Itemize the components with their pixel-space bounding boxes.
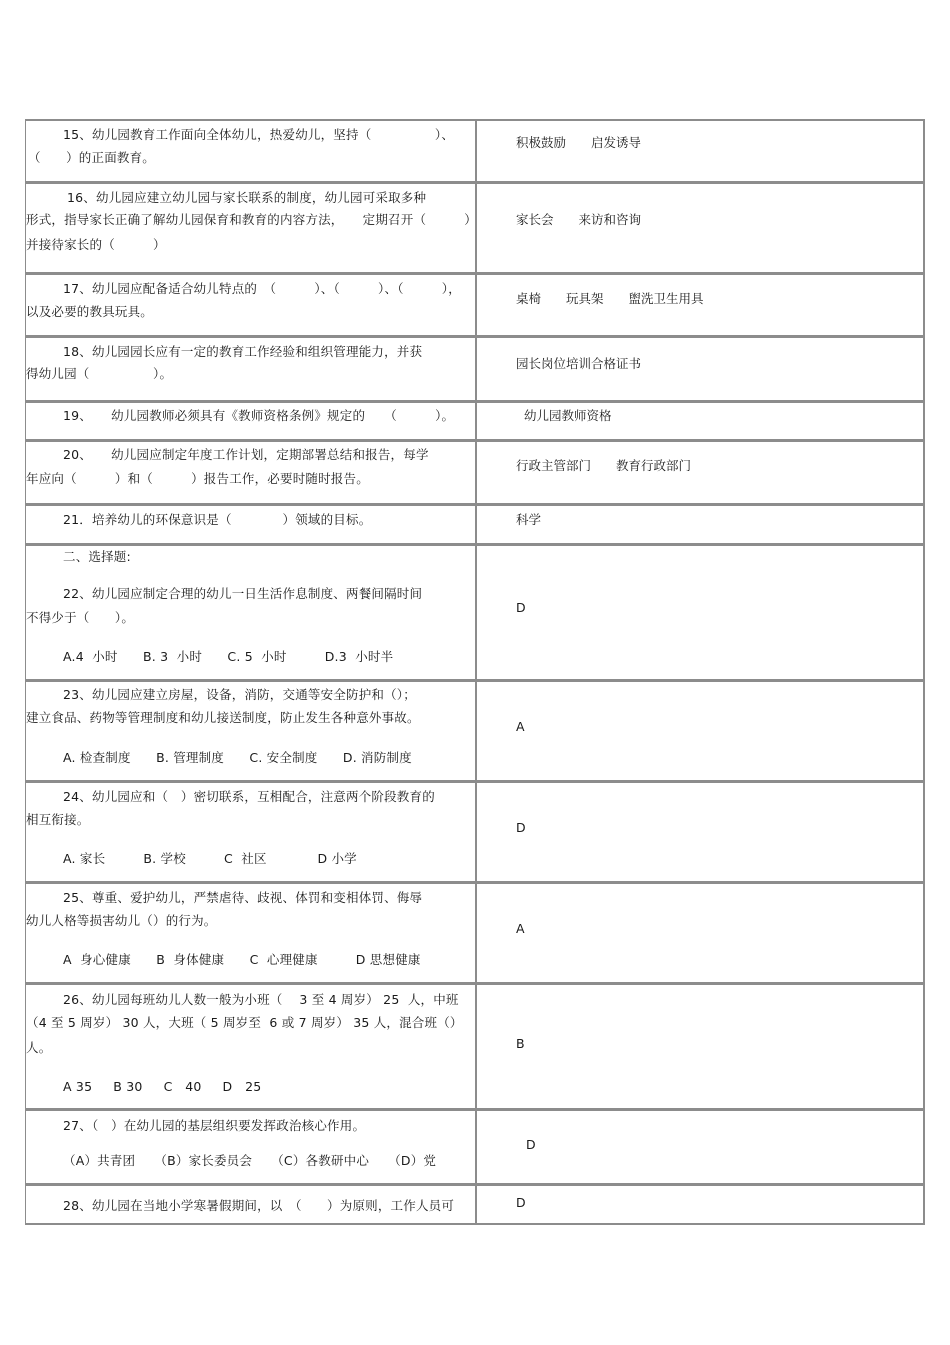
answer-cell: [475, 1109, 925, 1185]
table-row: [25, 440, 925, 505]
answer-text: 幼儿园教师资格: [524, 408, 612, 423]
answer-text: B: [516, 1036, 525, 1051]
answer-text: 科学: [516, 512, 542, 527]
answer-text: 家长会 来访和咨询: [516, 212, 642, 227]
question-cell: [25, 273, 475, 337]
answer-text: D: [516, 600, 526, 615]
question-cell: [25, 401, 475, 441]
question-line: 相互衔接。: [26, 812, 90, 827]
answer-cell: [475, 544, 925, 681]
answer-text: 园长岗位培训合格证书: [516, 356, 642, 371]
option-line: A. 检查制度 B. 管理制度 C. 安全制度 D. 消防制度: [63, 750, 412, 765]
question-line: 形式，指导家长正确了解幼儿园保育和教育的内容方法， 定期召开（ ）: [26, 212, 477, 227]
question-line: 建立食品、药物等管理制度和幼儿接送制度，防止发生各种意外事故。: [26, 710, 420, 725]
question-cell: [25, 983, 475, 1110]
answer-cell: [475, 983, 925, 1110]
option-line: A 身心健康 B 身体健康 C 心理健康 D 思想健康: [63, 952, 421, 967]
option-line: A. 家长 B. 学校 C 社区 D 小学: [63, 851, 357, 866]
answer-cell: [475, 401, 925, 441]
question-line: 20、 幼儿园应制定年度工作计划，定期部署总结和报告，每学: [63, 447, 429, 462]
question-cell: [25, 544, 475, 681]
question-line: 25、尊重、爱护幼儿，严禁虐待、歧视、体罚和变相体罚、侮辱: [63, 890, 423, 905]
option-line: A 35 B 30 C 40 D 25: [63, 1079, 262, 1094]
option-line: （A）共青团 （B）家长委员会 （C）各教研中心 （D）党: [63, 1153, 437, 1168]
question-line: 不得少于（ ）。: [26, 610, 135, 625]
answer-text: A: [516, 719, 525, 734]
question-line: 并接待家长的（ ）: [26, 237, 166, 252]
section-heading: 二、选择题:: [63, 549, 131, 564]
question-line: 26、幼儿园每班幼儿人数一般为小班（ 3 至 4 周岁） 25 人，中班: [63, 992, 459, 1007]
question-line: 23、幼儿园应建立房屋，设备，消防，交通等安全防护和（）；: [63, 687, 416, 702]
answer-cell: [475, 336, 925, 402]
answer-cell: [475, 680, 925, 782]
table-row: [25, 781, 925, 883]
question-line: 15、幼儿园教育工作面向全体幼儿，热爱幼儿，坚持（ ）、: [63, 127, 455, 142]
question-line: 19、 幼儿园教师必须具有《教师资格条例》规定的 （ ）。: [63, 408, 455, 423]
answer-cell: [475, 182, 925, 274]
table-row: [25, 182, 925, 274]
answer-text: D: [516, 1195, 526, 1210]
answer-cell: [475, 119, 925, 183]
question-cell: [25, 882, 475, 984]
answer-cell: [475, 1184, 925, 1225]
table-row: [25, 119, 925, 183]
question-line: 21．培养幼儿的环保意识是（ ）领域的目标。: [63, 512, 372, 527]
question-cell: [25, 504, 475, 545]
question-line: 17、幼儿园应配备适合幼儿特点的 （ ）、（ ）、（ ），: [63, 281, 461, 296]
question-line: 得幼儿园（ ）。: [26, 366, 173, 381]
option-line: A.4 小时 B. 3 小时 C. 5 小时 D.3 小时半: [63, 649, 394, 664]
table-row: [25, 544, 925, 681]
answer-text: A: [516, 921, 525, 936]
question-cell: [25, 781, 475, 883]
question-cell: [25, 440, 475, 505]
question-cell: [25, 680, 475, 782]
question-cell: [25, 119, 475, 183]
question-line: 28、幼儿园在当地小学寒暑假期间，以 （ ）为原则，工作人员可: [63, 1198, 455, 1213]
question-line: 18、幼儿园园长应有一定的教育工作经验和组织管理能力，并获: [63, 344, 423, 359]
answer-text: 积极鼓励 启发诱导: [516, 135, 642, 150]
question-line: 24、幼儿园应和（ ）密切联系，互相配合，注意两个阶段教育的: [63, 789, 435, 804]
question-line: 年应向（ ）和（ ）报告工作，必要时随时报告。: [26, 471, 369, 486]
question-line: （4 至 5 周岁） 30 人，大班（ 5 周岁至 6 或 7 周岁） 35 人，混合班（）: [26, 1015, 463, 1030]
answer-cell: [475, 440, 925, 505]
answer-cell: [475, 781, 925, 883]
question-cell: [25, 182, 475, 274]
question-cell: [25, 1109, 475, 1185]
question-line: 27、（ ）在幼儿园的基层组织要发挥政治核心作用。: [63, 1118, 366, 1133]
question-line: 22、幼儿园应制定合理的幼儿一日生活作息制度、两餐间隔时间: [63, 586, 423, 601]
question-line: 16、幼儿园应建立幼儿园与家长联系的制度，幼儿园可采取多种: [67, 190, 427, 205]
answer-text: D: [516, 820, 526, 835]
answer-text: 行政主管部门 教育行政部门: [516, 458, 692, 473]
question-cell: [25, 336, 475, 402]
table-row: [25, 1184, 925, 1225]
question-line: （ ）的正面教育。: [28, 150, 156, 165]
question-line: 以及必要的教具玩具。: [26, 304, 154, 319]
question-cell: [25, 1184, 475, 1225]
question-line: 幼儿人格等损害幼儿（）的行为。: [26, 913, 217, 928]
table-row: [25, 680, 925, 782]
question-line: 人。: [26, 1040, 52, 1055]
answer-text: 桌椅 玩具架 盥洗卫生用具: [516, 291, 704, 306]
table-row: [25, 1109, 925, 1185]
answer-cell: [475, 504, 925, 545]
answer-cell: [475, 273, 925, 337]
table-row: [25, 401, 925, 441]
answer-text: D: [526, 1137, 536, 1152]
table-row: [25, 273, 925, 337]
table-row: [25, 882, 925, 984]
table-row: [25, 336, 925, 402]
table-row: [25, 983, 925, 1110]
table-row: [25, 504, 925, 545]
answer-cell: [475, 882, 925, 984]
